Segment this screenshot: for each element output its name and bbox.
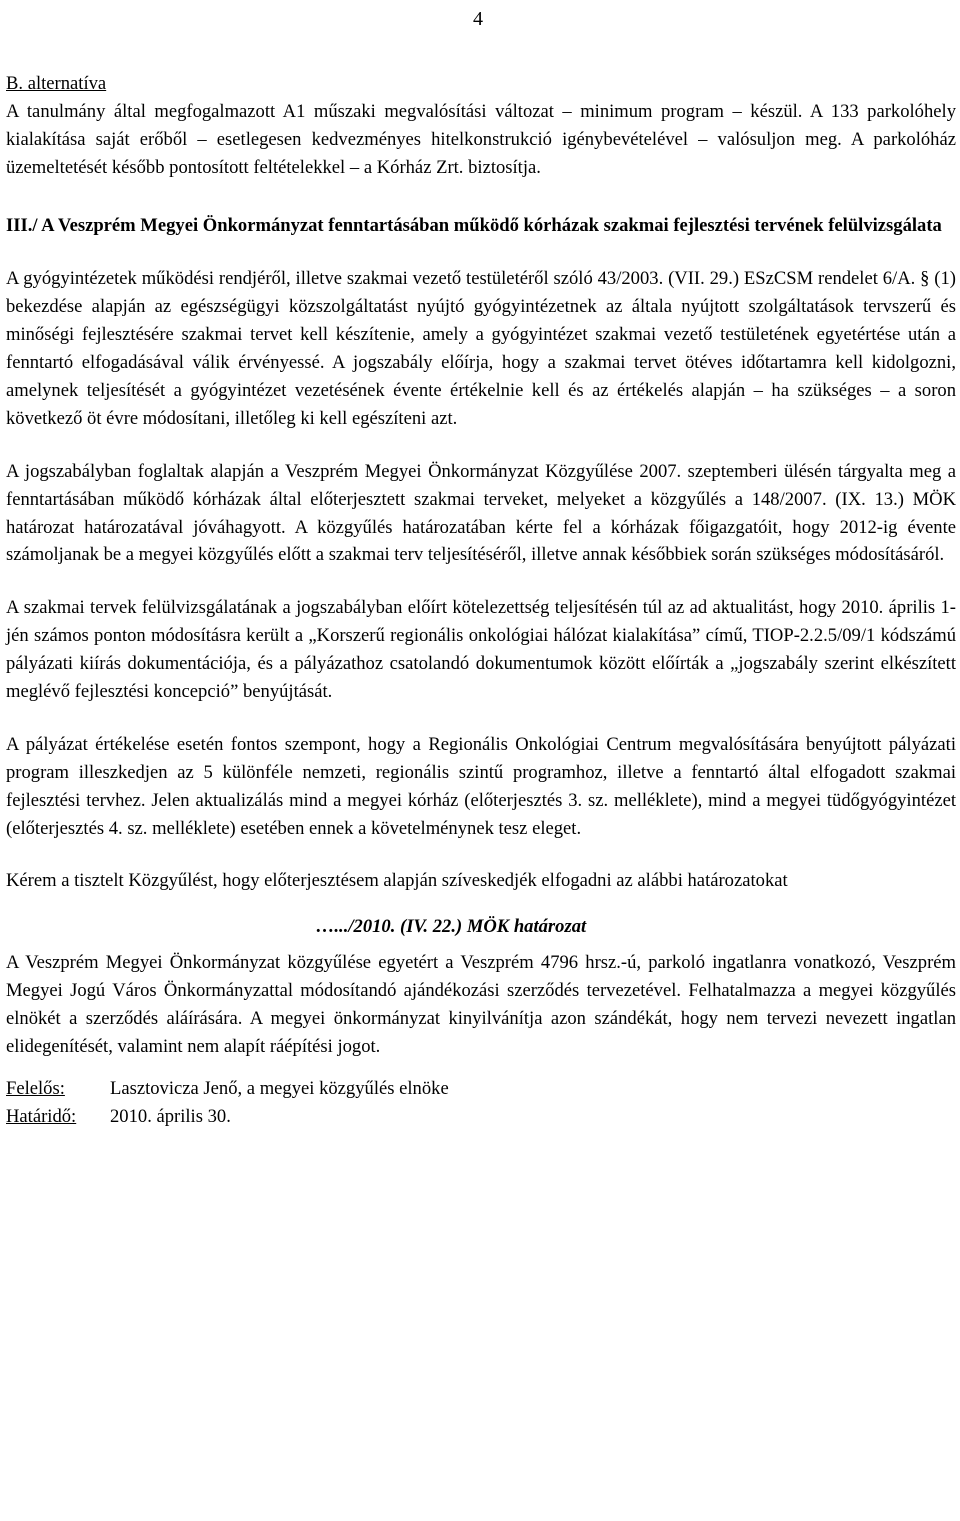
alternative-title: B. alternatíva [6, 73, 107, 94]
deadline-label: Határidő: [6, 1105, 77, 1127]
paragraph-3: A szakmai tervek felülvizsgálatának a jogszabályban előírt kötelezettség teljesítésén túl az ad aktualitást, hogy 2010. április 1-jén számos ponton módosításra került a „Korszerű regionális onkológiai hálózat kialakítása” című, TIOP-2.2.5/09/1 kódszámú pályázati kiírás dokumentációja, és a pályázathoz csatolandó dokumentumok között előírták a „jogszabály szerint elkészített meglévő fejlesztési koncepció” benyújtását. [6, 597, 956, 703]
responsible-value: Lasztovicza Jenő, a megyei közgyűlés elnöke [110, 1077, 449, 1099]
document-body [6, 70, 956, 1131]
paragraph-1: A gyógyintézetek működési rendjéről, illetve szakmai vezető testületéről szóló 43/2003. (VII. 29.) ESzCSM rendelet 6/A. § (1) bekezdése alapján az egészségügyi közszolgáltatást nyújtó gyógyintézetnek az általa nyújtott szolgáltatások tervszerű és minőségi fejlesztésére szakmai tervet kell készítenie, amely a gyógyintézet szakmai vezető testületének egyetértése után a fenntartó elfogadásával válik érvényessé. A jogszabály előírja, hogy a szakmai tervet ötéves időtartamra kell kidolgozni, amelynek teljesítését a gyógyintézet vezetésének évente értékelnie kell és az értékelés alapján – ha szükséges – a soron következő öt évre módosítani, illetőleg ki kell egészíteni azt. [6, 268, 956, 429]
paragraph-4: A pályázat értékelése esetén fontos szempont, hogy a Regionális Onkológiai Centrum megvalósítására benyújtott pályázati program illeszkedjen az 5 különféle nemzeti, regionális szintű programhoz, illetve a fenntartó által elfogadott szakmai fejlesztési tervhez. Jelen aktualizálás mind a megyei kórház (előterjesztés 3. sz. melléklete), mind a megyei tüdőgyógyintézet (előterjesztés 4. sz. melléklete) esetében ennek a követelménynek tesz eleget. [6, 733, 956, 839]
alternative-text: A tanulmány által megfogalmazott A1 műszaki megvalósítási változat – minimum program – készül. A 133 parkolóhely kialakítása saját erőből – esetlegesen kedvezményes hitelkonstrukció igénybevételével – valósuljon meg. A parkolóház üzemeltetését később pontosított feltételekkel – a Kórház Zrt. biztosítja. [6, 100, 956, 178]
resolution-title: ….../2010. (IV. 22.) MÖK határozat [315, 916, 587, 938]
deadline-value: 2010. április 30. [110, 1105, 231, 1127]
page-number: 4 [473, 8, 483, 30]
deadline-row [6, 1103, 956, 1131]
resolution-text: A Veszprém Megyei Önkormányzat közgyűlése egyetért a Veszprém 4796 hrsz.-ú, parkoló ingatlanra vonatkozó, Veszprém Megyei Jogú Város Önkormányzattal módosítandó ajándékozási szerződés tervezetével. Felhatalmazza a megyei közgyűlés elnökét a szerződés aláírására. A megyei önkormányzat kinyilvánítja azon szándékát, hogy nem tervezi nevezett ingatlan elidegenítését, valamint nem alapít ráépítési jogot. [6, 952, 956, 1057]
alternative-block [6, 70, 956, 182]
paragraph-5: Kérem a tisztelt Közgyűlést, hogy előterjesztésem alapján szíveskedjék elfogadni az alábbi határozatokat [6, 870, 788, 892]
paragraph-2: A jogszabályban foglaltak alapján a Veszprém Megyei Önkormányzat Közgyűlése 2007. szeptemberi ülésén tárgyalta meg a fenntartásában működő kórházak által előterjesztett szakmai terveket, melyeket a közgyűlés a 148/2007. (IX. 13.) MÖK határozat határozatával jóváhagyott. A közgyűlés határozatában kérte fel a kórházak főigazgatóit, hogy 2012-ig évente számoljanak be a megyei közgyűlés előtt a szakmai terv teljesítéséről, illetve annak későbbiek során szükséges módosításáról. [6, 460, 956, 566]
responsible-row [6, 1075, 956, 1103]
footer [6, 1075, 956, 1131]
section-heading: III./ A Veszprém Megyei Önkormányzat fenntartásában működő kórházak szakmai fejlesztési tervének felülvizsgálata [6, 214, 942, 236]
responsible-label: Felelős: [6, 1077, 65, 1099]
